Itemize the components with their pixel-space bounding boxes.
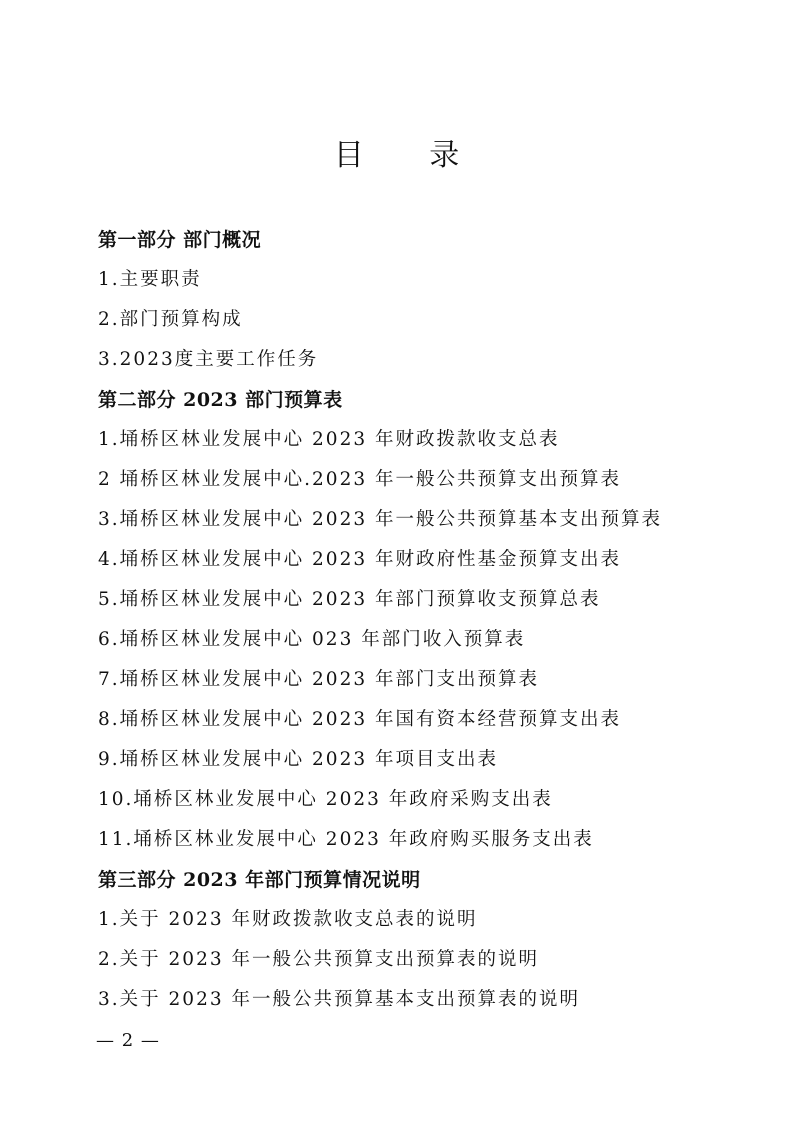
- toc-section-2: 第二部分 2023 部门预算表: [98, 389, 343, 411]
- toc-section-3: 第三部分 2023 年部门预算情况说明: [98, 869, 421, 891]
- toc-item: 3.2023度主要工作任务: [98, 349, 319, 370]
- toc-item: 2.关于 2023 年一般公共预算支出预算表的说明: [98, 949, 539, 970]
- toc-item: 1.埇桥区林业发展中心 2023 年财政拨款收支总表: [98, 429, 560, 450]
- toc-item: 8.埇桥区林业发展中心 2023 年国有资本经营预算支出表: [98, 709, 621, 730]
- document-title: 目 录: [333, 138, 488, 173]
- toc-item: 2.部门预算构成: [98, 309, 243, 330]
- table-of-contents: [98, 220, 738, 1020]
- toc-item: 10.埇桥区林业发展中心 2023 年政府采购支出表: [98, 789, 553, 810]
- toc-item: 1.主要职责: [98, 269, 202, 290]
- toc-item: 4.埇桥区林业发展中心 2023 年财政府性基金预算支出表: [98, 549, 621, 570]
- toc-item: 11.埇桥区林业发展中心 2023 年政府购买服务支出表: [98, 829, 594, 850]
- toc-item: 5.埇桥区林业发展中心 2023 年部门预算收支预算总表: [98, 589, 601, 610]
- toc-item: 6.埇桥区林业发展中心 023 年部门收入预算表: [98, 629, 526, 650]
- toc-item: 1.关于 2023 年财政拨款收支总表的说明: [98, 909, 478, 930]
- toc-section-1: 第一部分 部门概况: [98, 229, 262, 251]
- toc-item: 3.关于 2023 年一般公共预算基本支出预算表的说明: [98, 989, 580, 1010]
- page-number: — 2 —: [96, 1030, 160, 1051]
- toc-item: 2 埇桥区林业发展中心.2023 年一般公共预算支出预算表: [98, 469, 621, 490]
- toc-item: 7.埇桥区林业发展中心 2023 年部门支出预算表: [98, 669, 539, 690]
- toc-item: 3.埇桥区林业发展中心 2023 年一般公共预算基本支出预算表: [98, 509, 662, 530]
- toc-item: 9.埇桥区林业发展中心 2023 年项目支出表: [98, 749, 498, 770]
